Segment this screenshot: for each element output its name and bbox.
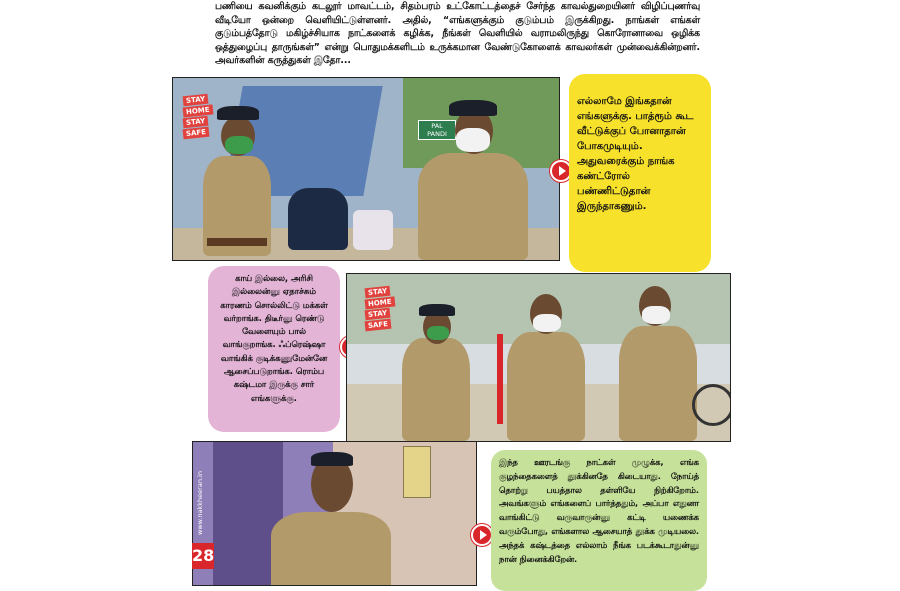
stay-home-badge: STAY HOME STAY SAFE (183, 94, 239, 139)
bicycle (692, 384, 731, 426)
photo-officer-indoor (192, 441, 477, 586)
intro-paragraph: பணியை கவனிக்கும் கடலூர் மாவட்டம், சிதம்பரம் உட்கோட்டத்தைச் சேர்ந்த காவல்துறையினர் விழிப்புணர்வு வீடியோ ஒன்றை வெளியிட்டுள்ளனர். அதில், “எங்களுக்கும் குடும்பம் இருக்கிறது. நாங்கள் எங்கள் குடும்பத்தோடு மகிழ்ச்சியாக நாட்களைக் கழிக்க, நீங்கள் வெளியில் வராமலிருந்து கொரோனாவை ஒழிக்க ஒத்துழைப்பு தாருங்கள்” என்று பொதுமக்களிடம் உருக்கமான வேண்டுகோளைக் காவலர்கள் முன்வைக்கின்றனர். அவர்களின் கருத்துகள் இதோ... (215, 1, 700, 67)
wall-calendar (403, 446, 431, 498)
stay-home-badge-2: STAY HOME STAY SAFE (365, 286, 421, 331)
website-url: www.nakkheeran.in (196, 471, 204, 535)
officer-right-cap (449, 100, 497, 116)
photo-three-officers (346, 273, 731, 442)
officer-right-torso (418, 153, 528, 260)
quote-bubble-yellow: எல்லாமே இங்கதான் எங்களுக்கு. பாத்ரூம் கூட வீட்டுக்குப் போனாதான் போகமுடியும். அதுவரைக்கும் நாங்க கண்ட்ரோல் பண்ணிட்டுதான் இருந்தாகணும். (569, 74, 711, 272)
signboard: PAL PANDI (418, 120, 456, 140)
officer-3-mask (642, 306, 670, 324)
quote-bubble-pink: காய் இல்லை, அரிசி இல்லைன்னு ஏதாச்சும் காரணம் சொல்லிட்டு மக்கள் வர்றாங்க. திடீர்னு ரெண்டு வேளையும் பால் வாங்குறாங்க. ஃப்ரெஷ்ஷா வாங்கிக் குடிக்கணுமேன்னே ஆசைப்படுறாங்க. ரொம்ப கஷ்டமா இருக்கு சார் எங்களுக்கு. (208, 266, 340, 432)
barrier-pole (497, 334, 503, 424)
page-number: 28 (192, 543, 214, 569)
officer-indoor-torso (271, 512, 391, 586)
plastic-chair (353, 210, 393, 250)
officer-right-mask (456, 128, 490, 152)
officer-2-mask (533, 314, 561, 332)
officer-left-belt (207, 238, 267, 246)
scooter (288, 188, 348, 250)
officer-1-cap (419, 304, 455, 316)
officer-3-torso (619, 326, 697, 441)
photo-two-officers (172, 77, 560, 261)
arrow-right-icon-2 (471, 524, 493, 546)
officer-1-mask (427, 326, 449, 340)
officer-indoor-hair (311, 452, 353, 466)
officer-2-torso (507, 332, 585, 441)
quote-bubble-green: இந்த ஊரடங்கு நாட்கள் முழுக்க, எங்க குழந்தைகளைத் தூக்கினதே கிடையாது. நோய்த் தொற்று பயத்தால தள்ளியே நிற்கிறோம். அவங்களும் எங்களைப் பார்த்ததும், அப்பா எதுனா வாங்கிட்டு வருவாருன்னு கட்டி யணைக்க வரும்போது, எங்களால ஆசையாத் தூக்க முடியலை. அந்தக் கஷ்டத்தை எல்லாம் நீங்க படக்கூடாதுன்னு நான் நினைக்கிறேன். (491, 450, 707, 591)
officer-1-torso (402, 338, 470, 441)
